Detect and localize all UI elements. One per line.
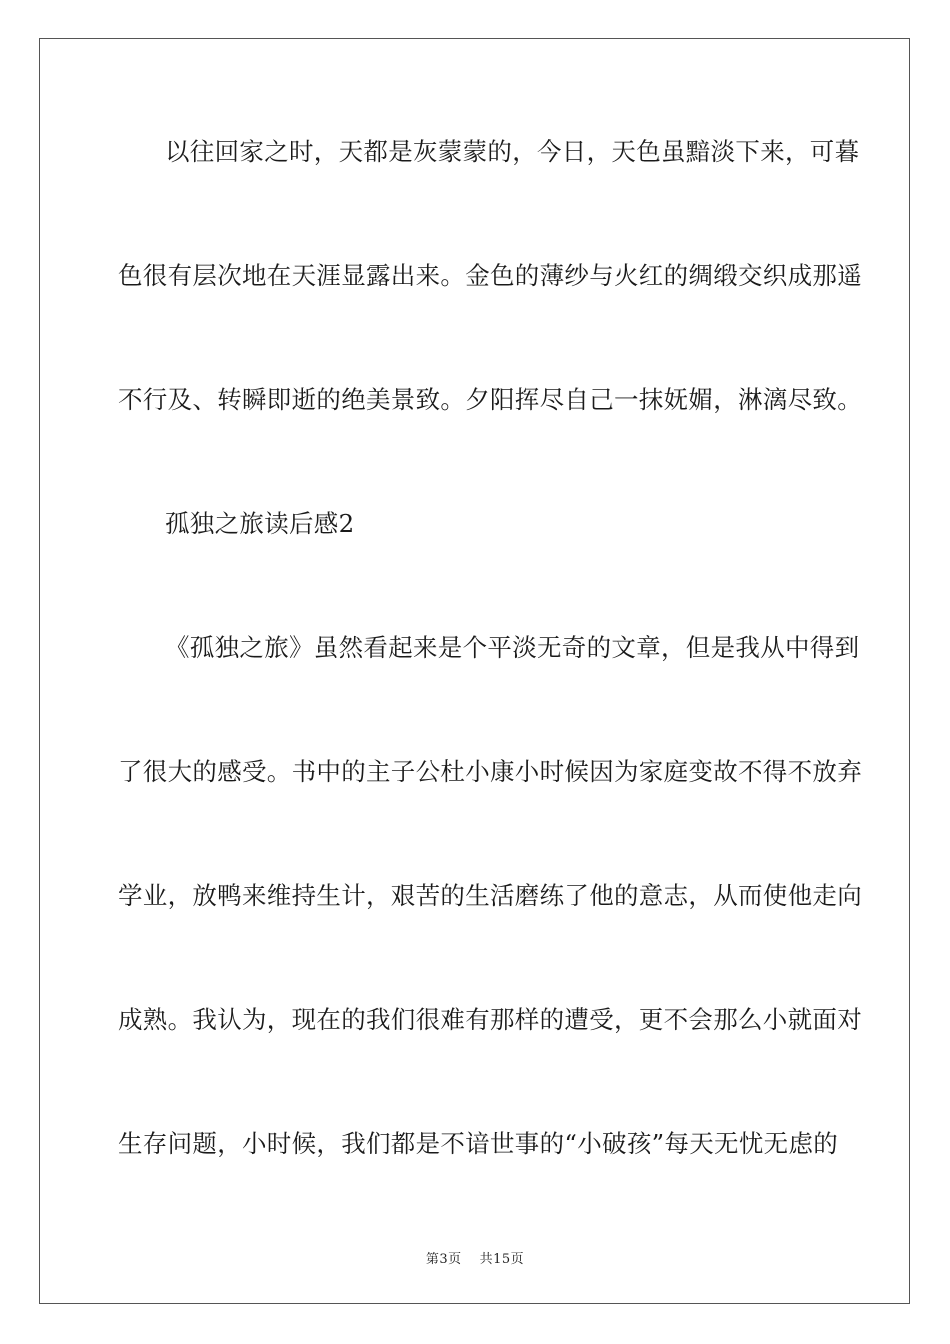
section-heading: 孤独之旅读后感2 [165,509,355,538]
page-total: 共15页 [479,1252,525,1267]
paragraph2-line5: 生存问题，小时候，我们都是不谙世事的“小破孩”每天无忧无虑的 [118,1129,839,1158]
page-number: 第3页 [425,1252,462,1267]
paragraph2-line2: 了很大的感受。书中的主子公杜小康小时候因为家庭变故不得不放弃 [118,757,862,786]
page-footer [0,1248,950,1267]
paragraph2-line1: 《孤独之旅》虽然看起来是个平淡无奇的文章，但是我从中得到 [165,633,860,662]
paragraph2-line4: 成熟。我认为，现在的我们很难有那样的遭受，更不会那么小就面对 [118,1005,862,1034]
paragraph2-line3: 学业，放鸭来维持生计，艰苦的生活磨练了他的意志，从而使他走向 [118,881,862,910]
paragraph1-line3: 不行及、转瞬即逝的绝美景致。夕阳挥尽自己一抹妩媚，淋漓尽致。 [118,385,862,414]
paragraph1-line1: 以往回家之时，天都是灰蒙蒙的，今日，天色虽黯淡下来，可暮 [165,137,860,166]
paragraph1-line2: 色很有层次地在天涯显露出来。金色的薄纱与火红的绸缎交织成那遥 [118,261,862,290]
page-border [39,38,910,1304]
